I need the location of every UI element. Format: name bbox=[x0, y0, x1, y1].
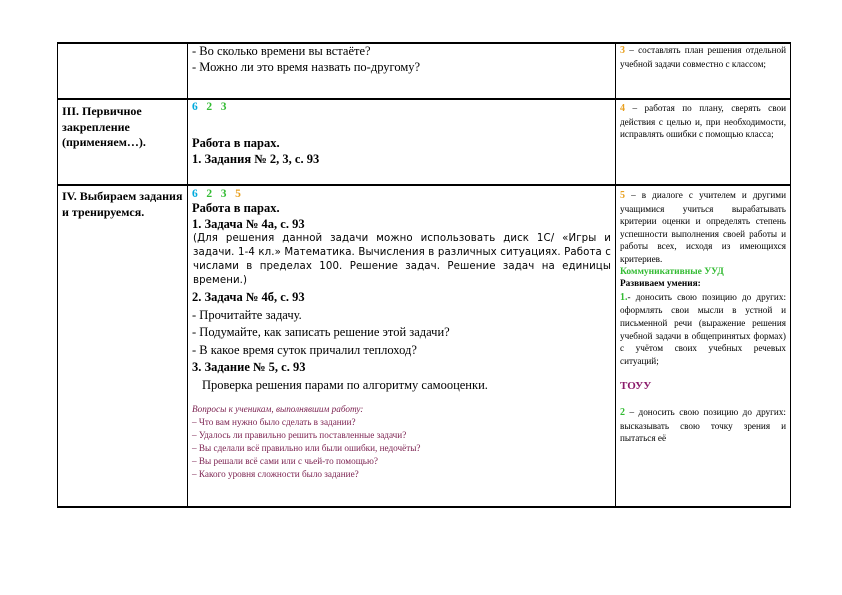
stage-cell: III. Первичное закрепление (применяем…). bbox=[58, 99, 188, 185]
table-row bbox=[58, 99, 791, 185]
task-heading: 1. Задания № 2, 3, с. 93 bbox=[192, 151, 320, 166]
toy-heading: ТОУУ bbox=[620, 380, 652, 393]
check-line: Проверка решения парами по алгоритму самооценки. bbox=[202, 377, 488, 392]
task-heading: 3. Задание № 5, с. 93 bbox=[192, 360, 306, 374]
disk-note: (Для решения данной задачи можно использовать диск 1С/ «Игры и задачи. 1-4 кл.» Математика. Вычисления в различных ситуациях. Работа с числами в пределах 100. Решение задач. Решение задач на единицы времени.) bbox=[193, 233, 611, 286]
uud-heading: Коммуникативные УУД bbox=[620, 266, 724, 277]
question-item: – Вы сделали всё правильно или были ошибки, недочёты? bbox=[192, 443, 421, 453]
question-line: - Во сколько времени вы встаёте? bbox=[192, 44, 371, 58]
skill-block: 1.- доносить свою позицию до других: оформлять свои мысли в устной и письменной речи (выражение решения учебной задачи в общепринятых формах) с учётом своих учебных речевых ситуаций; bbox=[620, 291, 786, 366]
outcome-cell bbox=[616, 99, 791, 185]
skill-number: 3 bbox=[620, 45, 625, 56]
outcome-cell bbox=[616, 185, 791, 507]
lesson-plan-table bbox=[57, 42, 791, 508]
table-row bbox=[58, 43, 791, 99]
question-line: - Можно ли это время назвать по-другому? bbox=[192, 59, 421, 74]
pairs-heading: Работа в парах. bbox=[192, 136, 280, 150]
skill-block: 5 – в диалоге с учителем и другими учащимися учиться вырабатывать критерии оценки и определять степень успешности выполнения своей работы и работы всех, исходя из имеющихся критериев. bbox=[620, 190, 786, 264]
outcome-cell bbox=[616, 43, 791, 99]
question-item: – Вы решали всё сами или с чьей-то помощью? bbox=[192, 456, 378, 466]
skill-text: – работая по плану, сверять свои действия с целью и, при необходимости, исправлять ошибки с помощью класса; bbox=[620, 103, 786, 140]
question-item: – Что вам нужно было сделать в задании? bbox=[192, 417, 356, 427]
question-line: - Подумайте, как записать решение этой задачи? bbox=[192, 325, 450, 339]
question-line: - Прочитайте задачу. bbox=[192, 307, 302, 322]
pairs-heading: Работа в парах. bbox=[192, 201, 280, 215]
question-line: - В какое время суток причалил теплоход? bbox=[192, 342, 417, 357]
questions-heading: Вопросы к ученикам, выполнявшим работу: bbox=[192, 404, 364, 414]
develop-heading: Развиваем умения: bbox=[620, 279, 701, 290]
task-heading: 1. Задача № 4а, с. 93 bbox=[192, 216, 305, 231]
skill-text: – составлять план решения отдельной учебной задачи совместно с классом; bbox=[620, 45, 786, 69]
activity-cell bbox=[188, 185, 616, 507]
skill-number: 4 bbox=[620, 103, 625, 114]
activity-cell bbox=[188, 43, 616, 99]
question-item: – Какого уровня сложности было задание? bbox=[192, 469, 359, 479]
stage-cell: IV. Выбираем задания и тренируемся. bbox=[58, 185, 188, 507]
skill-numbers: 6 2 3 5 bbox=[192, 188, 241, 200]
skill-numbers: 6 2 3 bbox=[192, 101, 227, 113]
task-heading: 2. Задача № 4б, с. 93 bbox=[192, 290, 305, 304]
stage-cell bbox=[58, 43, 188, 99]
question-item: – Удалось ли правильно решить поставленные задачи? bbox=[192, 430, 407, 440]
table-row bbox=[58, 185, 791, 507]
skill-block: 2 – доносить свою позицию до других: высказывать свою точку зрения и пытаться её bbox=[620, 406, 786, 444]
activity-cell bbox=[188, 99, 616, 185]
